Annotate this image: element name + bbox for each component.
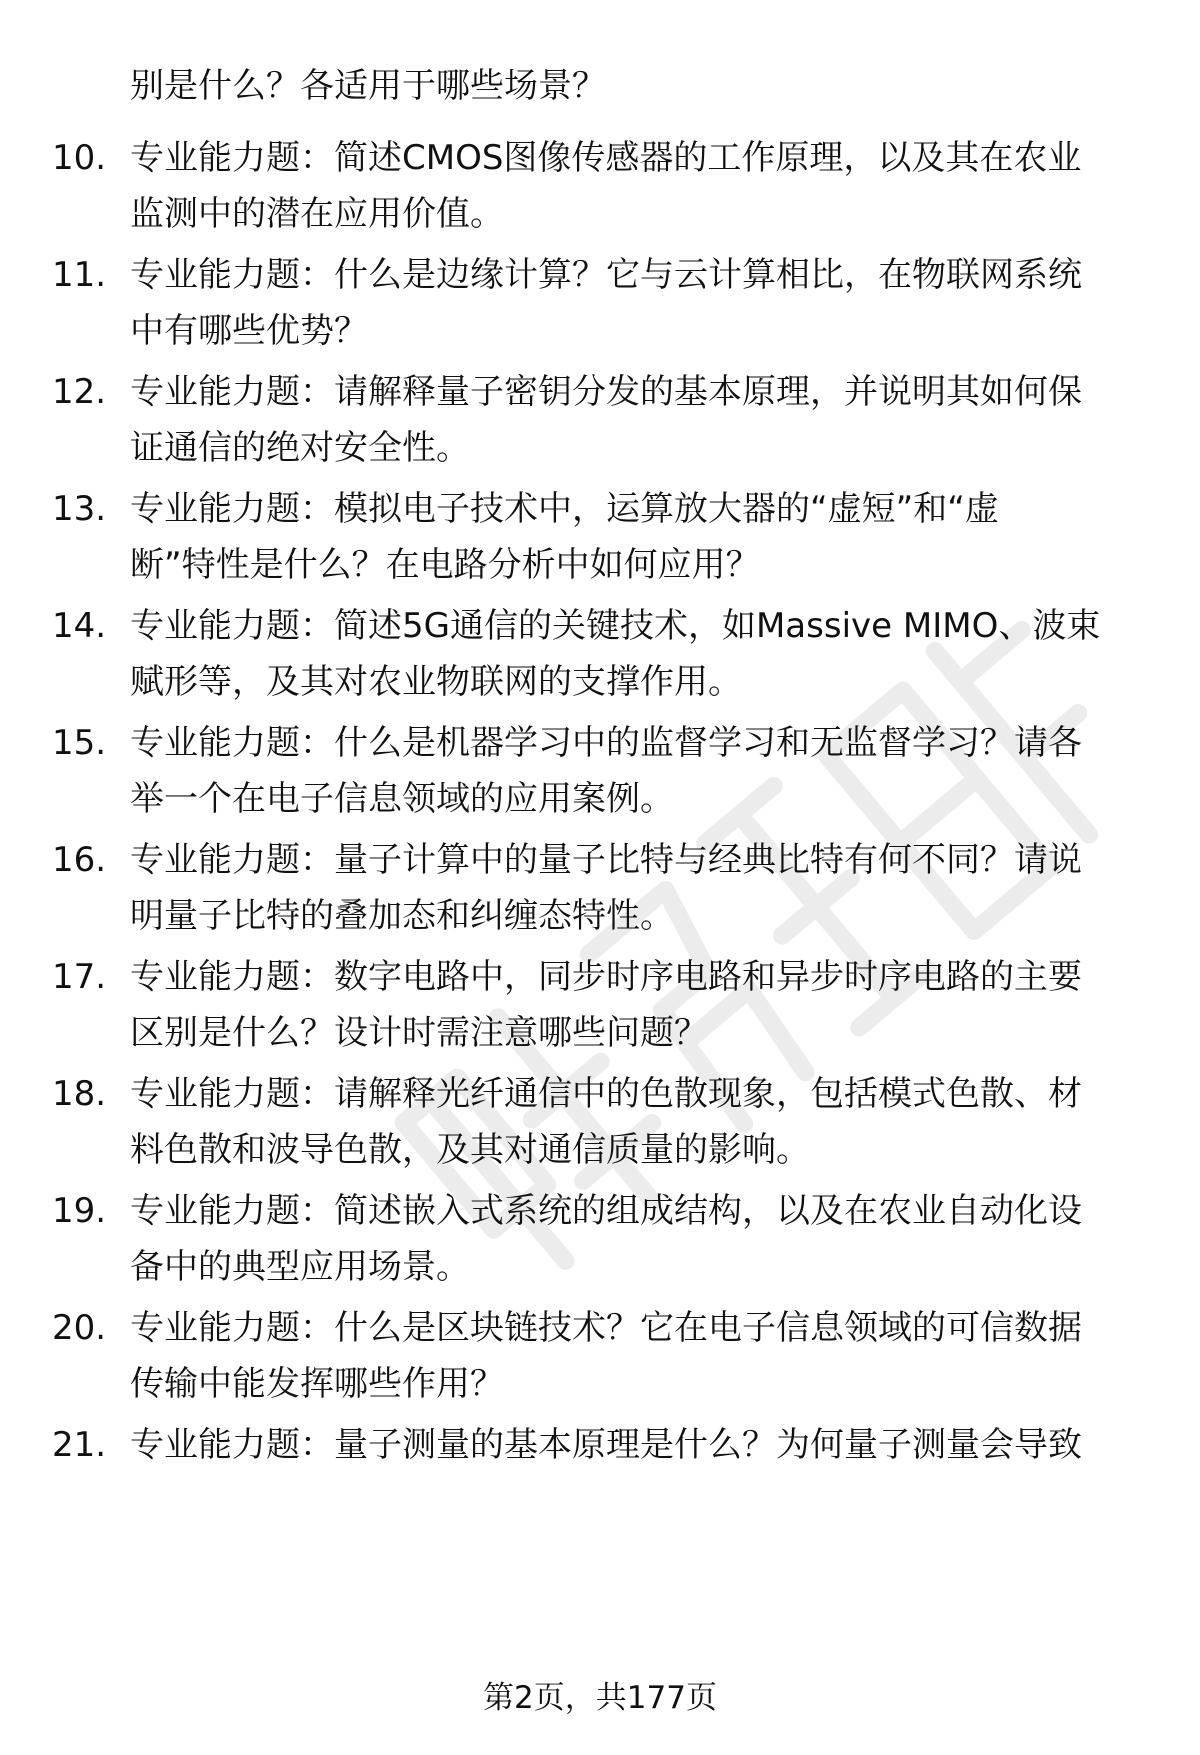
question-text-line: 断”特性是什么？在电路分析中如何应用？ [130, 545, 760, 585]
question-text [130, 1183, 1160, 1295]
question-text [130, 832, 1160, 944]
continuation-line: 别是什么？各适用于哪些场景？ [130, 66, 606, 106]
question-text [130, 1417, 1160, 1473]
question-text-line: 监测中的潜在应用价值。 [130, 194, 504, 234]
question-text-line: 专业能力题：什么是边缘计算？它与云计算相比，在物联网系统 [130, 255, 1082, 295]
question-text [130, 949, 1160, 1061]
question-text-line: 专业能力题：请解释量子密钥分发的基本原理，并说明其如何保 [130, 372, 1082, 412]
question-number: 17. [52, 957, 107, 997]
question-text-line: 专业能力题：什么是区块链技术？它在电子信息领域的可信数据 [130, 1308, 1082, 1348]
question-text-line: 备中的典型应用场景。 [130, 1247, 470, 1287]
question-number: 20. [52, 1308, 107, 1348]
question-text [130, 247, 1160, 359]
question-text-line: 专业能力题：简述嵌入式系统的组成结构，以及在农业自动化设 [130, 1191, 1082, 1231]
question-number: 16. [52, 840, 107, 880]
question-number: 15. [52, 723, 107, 763]
question-text [130, 598, 1160, 710]
question-number: 14. [52, 606, 107, 646]
question-text-line: 专业能力题：数字电路中，同步时序电路和异步时序电路的主要 [130, 957, 1082, 997]
question-text [130, 364, 1160, 476]
question-text-line: 传输中能发挥哪些作用？ [130, 1364, 504, 1404]
question-number: 21. [52, 1425, 107, 1465]
question-text-line: 赋形等，及其对农业物联网的支撑作用。 [130, 662, 742, 702]
question-text-line: 专业能力题：量子计算中的量子比特与经典比特有何不同？请说 [130, 840, 1082, 880]
question-text-line: 专业能力题：量子测量的基本原理是什么？为何量子测量会导致 [130, 1425, 1082, 1465]
question-text [130, 715, 1160, 827]
question-text-line: 中有哪些优势？ [130, 311, 368, 351]
question-text [130, 481, 1160, 593]
question-text [130, 1300, 1160, 1412]
question-text-line: 专业能力题：模拟电子技术中，运算放大器的“虚短”和“虚 [130, 489, 999, 529]
question-number: 12. [52, 372, 107, 412]
question-number: 10. [52, 138, 107, 178]
question-number: 13. [52, 489, 107, 529]
question-number: 18. [52, 1074, 107, 1114]
question-text-line: 明量子比特的叠加态和纠缠态特性。 [130, 896, 674, 936]
question-number: 11. [52, 255, 107, 295]
page-footer: 第2页，共177页 [483, 1680, 717, 1716]
question-text [130, 1066, 1160, 1178]
question-text [130, 130, 1160, 242]
question-text-line: 专业能力题：什么是机器学习中的监督学习和无监督学习？请各 [130, 723, 1082, 763]
question-text-line: 专业能力题：请解释光纤通信中的色散现象，包括模式色散、材 [130, 1074, 1082, 1114]
question-text-line: 举一个在电子信息领域的应用案例。 [130, 779, 674, 819]
question-text-line: 专业能力题：简述CMOS图像传感器的工作原理，以及其在农业 [130, 138, 1082, 178]
question-text-line: 证通信的绝对安全性。 [130, 428, 470, 468]
question-text-line: 专业能力题：简述5G通信的关键技术，如Massive MIMO、波束 [130, 606, 1101, 646]
question-text-line: 区别是什么？设计时需注意哪些问题？ [130, 1013, 708, 1053]
question-number: 19. [52, 1191, 107, 1231]
question-text-line: 料色散和波导色散，及其对通信质量的影响。 [130, 1130, 810, 1170]
